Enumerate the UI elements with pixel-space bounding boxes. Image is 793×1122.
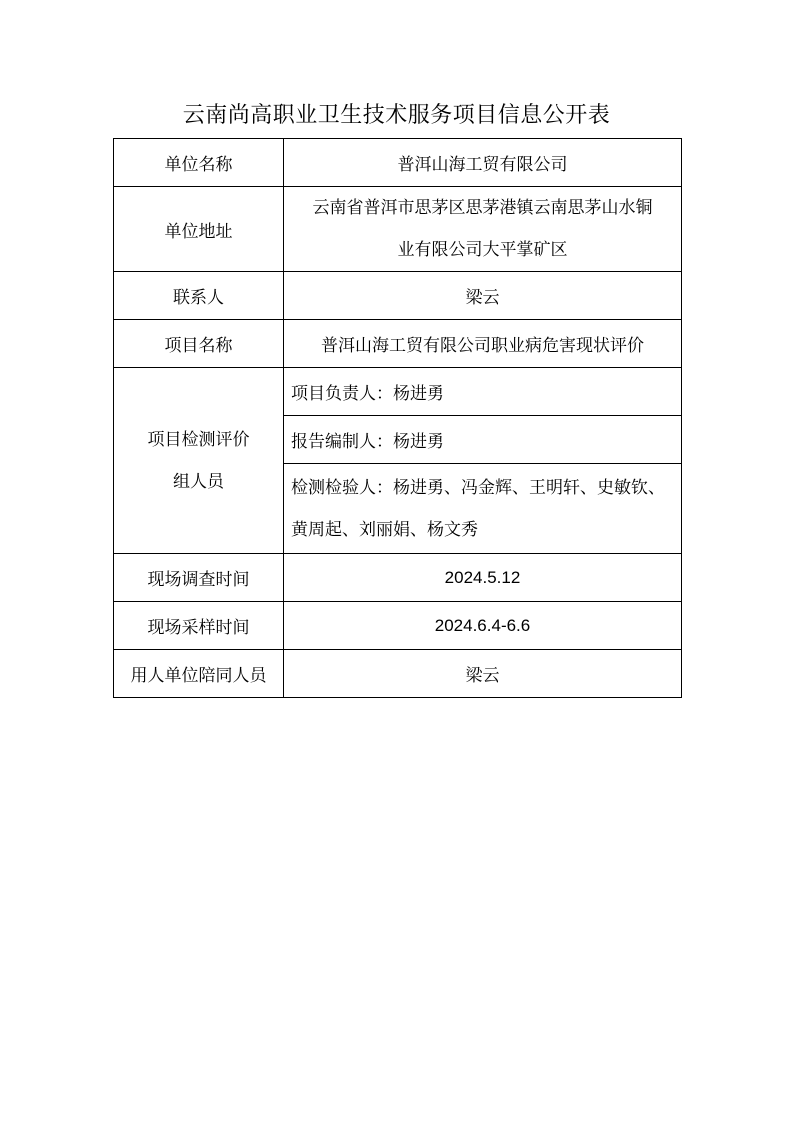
inspectors-line-1: 检测检验人：杨进勇、冯金辉、王明轩、史敏钦、	[291, 477, 665, 498]
accompany-value: 梁云	[284, 650, 682, 698]
unit-address-value	[284, 187, 682, 272]
unit-address-label: 单位地址	[114, 187, 284, 272]
team-label	[114, 368, 284, 554]
table-row	[114, 320, 682, 368]
unit-address-line-1: 云南省普洱市思茅区思茅港镇云南思茅山水铜	[312, 198, 653, 218]
contact-label: 联系人	[114, 272, 284, 320]
project-leader: 项目负责人：杨进勇	[284, 368, 682, 416]
table-row	[114, 187, 682, 272]
table-row	[114, 139, 682, 187]
report-writer: 报告编制人：杨进勇	[284, 416, 682, 464]
accompany-label: 用人单位陪同人员	[114, 650, 284, 698]
table-row	[114, 602, 682, 650]
sampling-time-label: 现场采样时间	[114, 602, 284, 650]
unit-address-line-2: 业有限公司大平掌矿区	[397, 240, 568, 260]
team-label-line-1: 项目检测评价	[147, 429, 250, 450]
table-row	[114, 272, 682, 320]
sampling-time-value: 2024.6.4-6.6	[284, 602, 682, 650]
page-title: 云南尚高职业卫生技术服务项目信息公开表	[182, 103, 611, 128]
info-table	[113, 138, 682, 698]
table-row	[114, 554, 682, 602]
inspectors	[284, 464, 682, 554]
unit-name-value: 普洱山海工贸有限公司	[284, 139, 682, 187]
team-label-line-2: 组人员	[173, 471, 224, 492]
contact-value: 梁云	[284, 272, 682, 320]
survey-time-label: 现场调查时间	[114, 554, 284, 602]
unit-name-label: 单位名称	[114, 139, 284, 187]
survey-time-value: 2024.5.12	[284, 554, 682, 602]
table-row	[114, 650, 682, 698]
inspectors-line-2: 黄周起、刘丽娟、杨文秀	[291, 519, 478, 540]
project-name-label: 项目名称	[114, 320, 284, 368]
project-name-value: 普洱山海工贸有限公司职业病危害现状评价	[284, 320, 682, 368]
table-row	[114, 368, 682, 416]
